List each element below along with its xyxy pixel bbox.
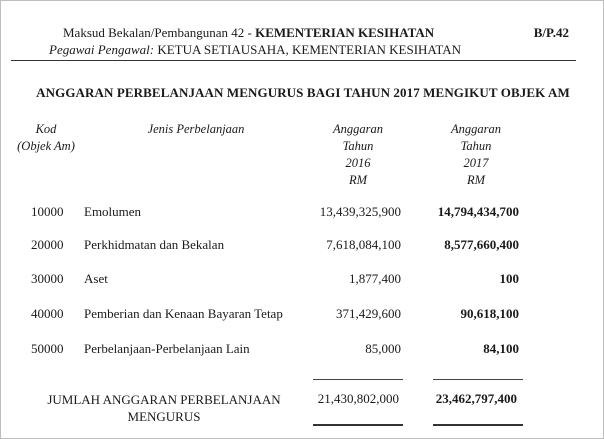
total-label: JUMLAH ANGGARAN PERBELANJAAN MENGURUS	[47, 392, 281, 424]
table-title: ANGGARAN PERBELANJAAN MENGURUS BAGI TAHUN 2017 MENGIKUT OBJEK AM	[36, 85, 570, 100]
row-jenis: Pemberian dan Kenaan Bayaran Tetap	[84, 306, 283, 321]
table-row	[1, 341, 604, 359]
total-rule-2016	[313, 379, 403, 380]
row-kod: 40000	[31, 306, 64, 321]
header-code: B/P.42	[533, 25, 569, 40]
col-header-2017-line: Anggaran	[451, 122, 501, 136]
header-ministry: KEMENTERIAN KESIHATAN	[255, 25, 435, 40]
col-header-anggaran-2017	[437, 121, 515, 189]
col-header-2016-line: Anggaran	[333, 122, 383, 136]
row-jenis: Perbelanjaan-Perbelanjaan Lain	[84, 341, 250, 356]
row-value-2017: 100	[499, 271, 519, 286]
col-header-jenis-line: Jenis Perbelanjaan	[147, 122, 245, 136]
col-header-2016-line: Tahun	[342, 139, 374, 153]
row-value-2016: 371,429,600	[336, 306, 401, 321]
row-value-2016: 7,618,084,100	[326, 237, 401, 252]
table-row	[1, 237, 604, 255]
header-line-officer	[49, 42, 461, 58]
total-value-2016: 21,430,802,000	[317, 391, 399, 406]
row-kod: 20000	[31, 237, 64, 252]
col-header-jenis	[121, 121, 271, 138]
total-double-rule-2016	[313, 424, 403, 426]
header-officer-value: KETUA SETIAUSAHA, KEMENTERIAN KESIHATAN	[157, 42, 462, 57]
col-header-anggaran-2016	[319, 121, 397, 189]
col-header-kod	[11, 121, 81, 155]
col-header-2016-line: RM	[348, 173, 368, 187]
col-header-kod-line: (Objek Am)	[17, 139, 75, 153]
row-value-2016: 85,000	[365, 341, 401, 356]
row-jenis: Perkhidmatan dan Bekalan	[84, 237, 225, 252]
row-value-2017: 90,618,100	[460, 306, 519, 321]
row-value-2016: 13,439,325,900	[319, 204, 401, 219]
row-kod: 30000	[31, 271, 64, 286]
col-header-2017-line: 2017	[463, 156, 489, 170]
row-kod: 10000	[31, 204, 64, 219]
row-jenis: Aset	[84, 271, 108, 286]
row-value-2017: 84,100	[483, 341, 519, 356]
header-supply-prefix: Maksud Bekalan/Pembangunan 42 -	[63, 25, 256, 40]
header-rule	[11, 60, 576, 61]
total-double-rule-2017	[433, 424, 523, 426]
col-header-2017-line: Tahun	[460, 139, 492, 153]
col-header-kod-line: Kod	[35, 122, 57, 136]
table-row	[1, 306, 604, 324]
row-jenis: Emolumen	[84, 204, 142, 219]
col-header-2017-line: RM	[466, 173, 486, 187]
row-value-2016: 1,877,400	[349, 271, 401, 286]
header-officer-label: Pegawai Pengawal:	[49, 42, 155, 57]
row-value-2017: 14,794,434,700	[437, 204, 519, 219]
total-rule-2017	[433, 379, 523, 380]
header-line-supply	[63, 25, 434, 41]
table-row	[1, 271, 604, 289]
col-header-2016-line: 2016	[345, 156, 371, 170]
row-kod: 50000	[31, 341, 64, 356]
table-row	[1, 204, 604, 222]
total-value-2017: 23,462,797,400	[435, 391, 517, 406]
row-value-2017: 8,577,660,400	[444, 237, 519, 252]
